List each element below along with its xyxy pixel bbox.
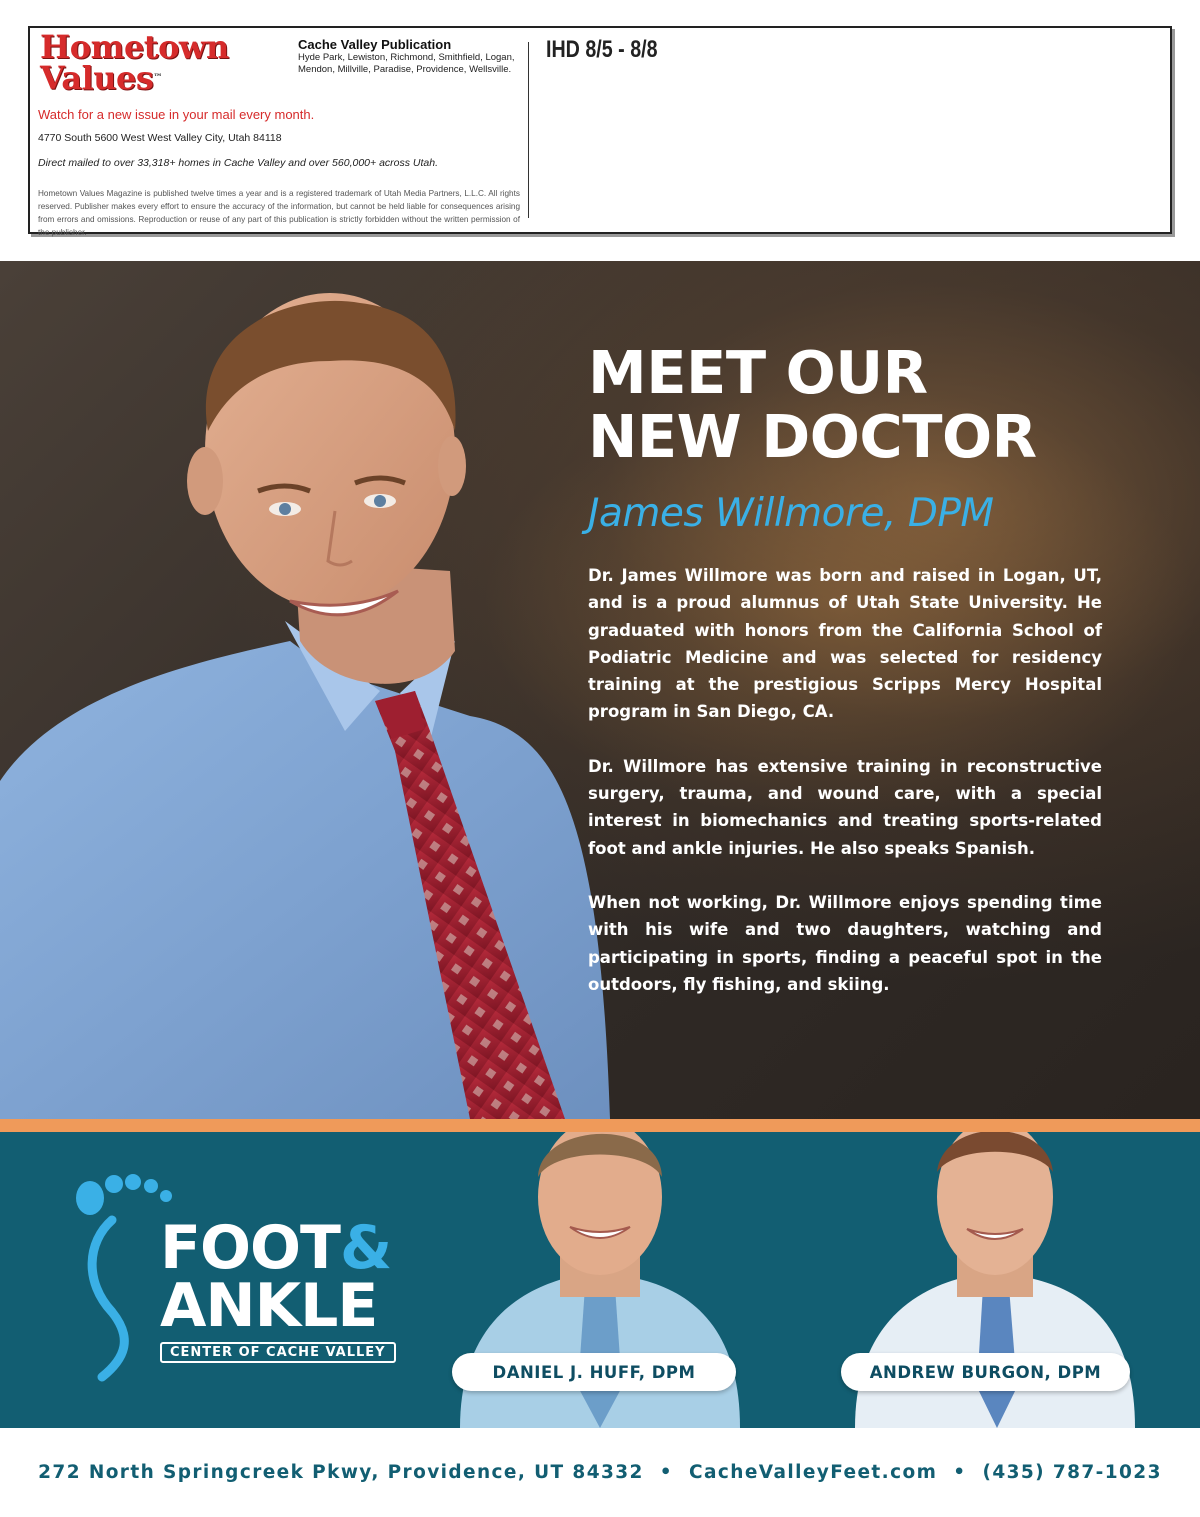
headline bbox=[588, 338, 1102, 471]
legal-disclaimer: Hometown Values Magazine is published twelve times a year and is a registered trademark of Utah Media Partners, L.L.C. All rights reserved. Publisher makes every effort to ensure the accuracy of the information, but cannot be held liable for consequences arising from errors and omissions. Reproduction or reuse of any part of this publication is strictly forbidden without the written permission of the publisher. bbox=[38, 189, 520, 237]
publication-title: Cache Valley Publication bbox=[298, 37, 452, 52]
headline-line-2: NEW DOCTOR bbox=[588, 402, 1037, 471]
website-link[interactable]: CacheValleyFeet.com bbox=[689, 1462, 938, 1483]
phone-number[interactable]: (435) 787-1023 bbox=[982, 1462, 1162, 1483]
publication-towns: Hyde Park, Lewiston, Richmond, Smithfield, Logan, Mendon, Millville, Paradise, Providence, Wellsville. bbox=[298, 52, 515, 75]
bio-paragraph: Dr. James Willmore was born and raised in Logan, UT, and is a proud alumnus of Utah State University. He graduated with honors from the California School of Podiatric Medicine and was selected for residency training at the prestigious Scripps Mercy Hospital program in San Diego, CA. bbox=[588, 566, 1102, 722]
logo-word-ankle: ANKLE bbox=[160, 1271, 378, 1341]
accent-stripe bbox=[0, 1119, 1200, 1132]
foot-ankle-logo bbox=[160, 1213, 396, 1363]
hero-text-block bbox=[588, 338, 1102, 998]
publication-masthead bbox=[28, 26, 1172, 237]
new-doctor-name: James Willmore, DPM bbox=[588, 491, 994, 536]
publication-info bbox=[298, 37, 538, 76]
separator-dot: • bbox=[659, 1462, 674, 1483]
masthead-divider bbox=[528, 42, 529, 218]
trademark-symbol: ™ bbox=[153, 73, 162, 83]
brand-line-1: Hometown bbox=[40, 28, 229, 66]
hero-section bbox=[0, 261, 1200, 1119]
distribution-note: Direct mailed to over 33,318+ homes in Cache Valley and over 560,000+ across Utah. bbox=[38, 157, 439, 169]
publisher-address: 4770 South 5600 West West Valley City, Utah 84118 bbox=[38, 132, 282, 144]
headline-line-1: MEET OUR bbox=[588, 338, 928, 407]
doctor-label-huff: DANIEL J. HUFF, DPM bbox=[452, 1353, 736, 1391]
watch-tagline: Watch for a new issue in your mail every month. bbox=[38, 107, 315, 122]
practice-address: 272 North Springcreek Pkwy, Providence, UT 84332 bbox=[38, 1462, 644, 1483]
brand-line-2: Values bbox=[40, 59, 154, 97]
contact-footer bbox=[0, 1428, 1200, 1517]
logo-tagline: CENTER OF CACHE VALLEY bbox=[160, 1342, 396, 1363]
logo-ampersand: & bbox=[339, 1213, 392, 1283]
separator-dot: • bbox=[953, 1462, 967, 1483]
issue-dates: IHD 8/5 - 8/8 bbox=[546, 36, 658, 63]
doctor-label-burgon: ANDREW BURGON, DPM bbox=[841, 1353, 1130, 1391]
bio-paragraph: Dr. Willmore has extensive training in reconstructive surgery, trauma, and wound care, with a special interest in biomechanics and treating sports-related foot and ankle injuries. He also speaks Spanish. bbox=[588, 756, 1102, 858]
logo-word-foot: FOOT bbox=[160, 1213, 340, 1283]
hometown-values-logo bbox=[40, 28, 229, 97]
doctor-bio bbox=[588, 562, 1102, 998]
bio-paragraph: When not working, Dr. Willmore enjoys spending time with his wife and two daughters, watching and participating in sports, finding a peaceful spot in the outdoors, fly fishing, and skiing. bbox=[588, 892, 1102, 994]
